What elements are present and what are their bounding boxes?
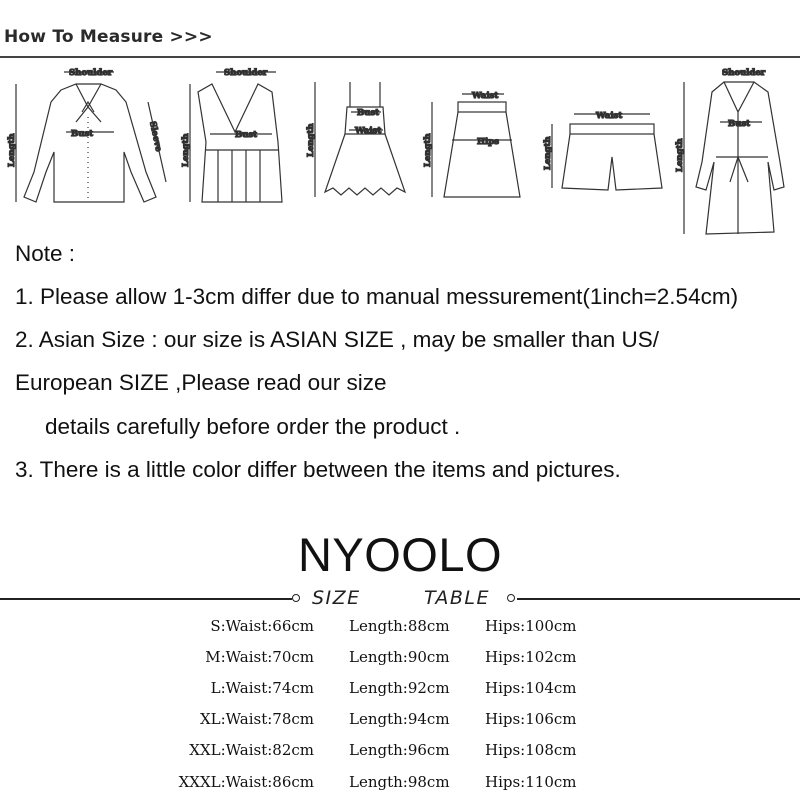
dress-waist-label: Waist: [355, 126, 382, 136]
vest-top-illustration: [180, 62, 290, 240]
skirt-hips-label: Hips: [477, 137, 499, 147]
size-waist: XXL:Waist:82cm: [189, 741, 314, 759]
size-row: [0, 617, 800, 641]
skirt-waist-label: Waist: [472, 91, 499, 101]
shorts-length-label: Length: [543, 136, 553, 170]
size-row: [0, 773, 800, 797]
size-waist: L:Waist:74cm: [210, 679, 314, 697]
measure-illustrations: [0, 62, 800, 240]
brand-name: NYOOLO: [297, 528, 503, 581]
size-waist: XL:Waist:78cm: [199, 710, 314, 728]
size-hips: Hips:104cm: [485, 679, 577, 697]
vest-shoulder-label: Shoulder: [224, 68, 268, 78]
note-heading: Note :: [15, 241, 76, 266]
vest-length-label: Length: [181, 133, 191, 167]
size-waist: XXXL:Waist:86cm: [178, 773, 314, 791]
skirt-length-label: Length: [423, 133, 433, 167]
size-waist: S:Waist:66cm: [210, 617, 314, 635]
size-length: Length:92cm: [349, 679, 450, 697]
size-hips: Hips:110cm: [485, 773, 577, 791]
size-table-dot-left: [292, 594, 300, 602]
size-waist: M:Waist:70cm: [205, 648, 314, 666]
size-length: Length:88cm: [349, 617, 450, 635]
blouse-bust-label: Bust: [71, 129, 94, 139]
size-hips: Hips:106cm: [485, 710, 577, 728]
size-hips: Hips:100cm: [485, 617, 577, 635]
size-row: [0, 679, 800, 703]
size-hips: Hips:102cm: [485, 648, 577, 666]
coat-length-label: Length: [675, 138, 685, 172]
size-row: [0, 741, 800, 765]
size-hips: Hips:108cm: [485, 741, 577, 759]
size-length: Length:90cm: [349, 648, 450, 666]
size-table-rule-left: [0, 598, 292, 600]
size-length: Length:94cm: [349, 710, 450, 728]
size-row: [0, 648, 800, 672]
blouse-length-label: Length: [7, 133, 17, 167]
size-table-title-right: TABLE: [424, 587, 490, 609]
coat-bust-label: Bust: [728, 119, 751, 129]
note-line-2a: 2. Asian Size : our size is ASIAN SIZE , may be smaller than US/: [15, 327, 660, 352]
how-to-measure-title: How To Measure >>>: [4, 27, 213, 47]
coat-shoulder-label: Shoulder: [722, 68, 766, 78]
size-length: Length:96cm: [349, 741, 450, 759]
skirt-illustration: [422, 62, 532, 240]
blouse-sleeve-label: Sleeve: [147, 120, 164, 153]
dress-illustration: [305, 62, 415, 240]
dress-bust-label: Bust: [357, 108, 380, 118]
size-row: [0, 710, 800, 734]
shorts-waist-label: Waist: [596, 111, 623, 121]
note-line-3: 3. There is a little color differ between the items and pictures.: [15, 457, 621, 482]
vest-bust-label: Bust: [235, 130, 258, 140]
size-table-dot-right: [507, 594, 515, 602]
header-divider: [0, 56, 800, 58]
dress-length-label: Length: [306, 123, 316, 157]
shorts-illustration: [540, 62, 670, 240]
note-line-2b: European SIZE ,Please read our size: [15, 370, 387, 395]
blouse-illustration: [6, 62, 176, 240]
note-line-2c: details carefully before order the product .: [45, 414, 461, 439]
size-length: Length:98cm: [349, 773, 450, 791]
coat-illustration: [676, 62, 800, 240]
note-line-1: 1. Please allow 1-3cm differ due to manual messurement(1inch=2.54cm): [15, 284, 739, 309]
blouse-shoulder-label: Shoulder: [69, 68, 113, 78]
size-table-rule-right: [517, 598, 800, 600]
size-table-title-left: SIZE: [312, 587, 361, 609]
